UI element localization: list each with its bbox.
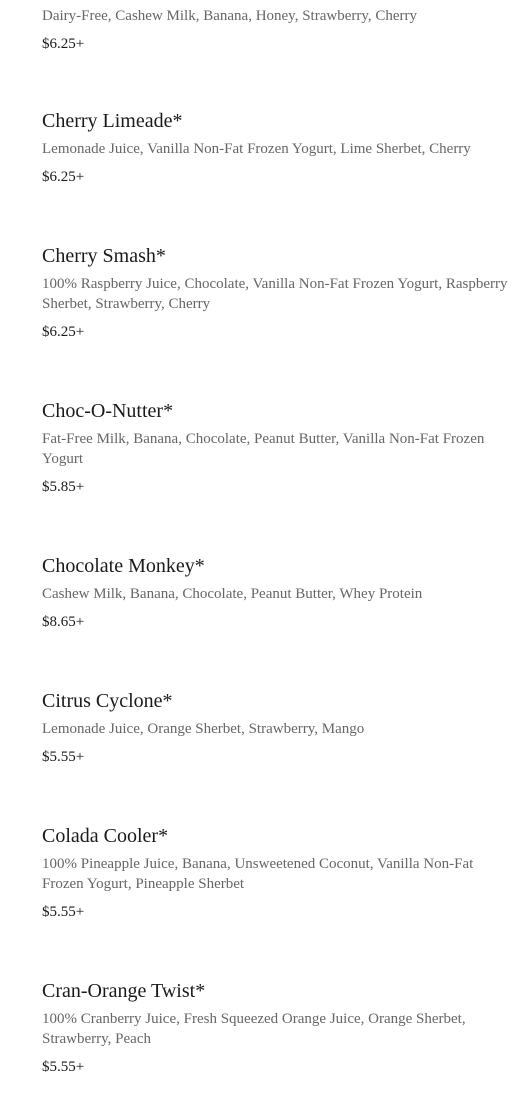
item-name: Colada Cooler* (42, 825, 169, 847)
item-name: Cherry Limeade* (42, 110, 183, 132)
item-description: Lemonade Juice, Orange Sherbet, Strawberry, Mango (42, 721, 365, 737)
item-name: Citrus Cyclone* (42, 690, 173, 712)
item-description: 100% Raspberry Juice, Chocolate, Vanilla Non-Fat Frozen Yogurt, Raspberry Sherbet, Strawberry, Cherry (42, 276, 508, 312)
item-name: Choc-O-Nutter* (42, 400, 174, 422)
item-description: 100% Pineapple Juice, Banana, Unsweetened Coconut, Vanilla Non-Fat Frozen Yogurt, Pineapple Sherbet (42, 856, 474, 892)
menu-item[interactable] (42, 824, 512, 922)
menu-item[interactable] (42, 6, 512, 54)
item-price: $6.25+ (42, 169, 85, 185)
menu-item[interactable] (42, 399, 512, 497)
item-price: $6.25+ (42, 36, 85, 52)
item-price: $5.55+ (42, 749, 85, 765)
menu-item[interactable] (42, 979, 512, 1077)
item-price: $5.55+ (42, 904, 85, 920)
item-name: Cran-Orange Twist* (42, 980, 206, 1002)
item-price: $5.85+ (42, 479, 85, 495)
item-description: Cashew Milk, Banana, Chocolate, Peanut Butter, Whey Protein (42, 586, 423, 602)
item-description: Dairy-Free, Cashew Milk, Banana, Honey, Strawberry, Cherry (42, 8, 418, 24)
item-price: $8.65+ (42, 614, 85, 630)
item-description: Lemonade Juice, Vanilla Non-Fat Frozen Yogurt, Lime Sherbet, Cherry (42, 141, 471, 157)
item-price: $5.55+ (42, 1059, 85, 1075)
item-name: Cherry Smash* (42, 245, 166, 267)
menu-item[interactable] (42, 244, 512, 342)
menu-item[interactable] (42, 109, 512, 187)
item-name: Chocolate Monkey* (42, 555, 205, 577)
item-price: $6.25+ (42, 324, 85, 340)
menu-item[interactable] (42, 689, 512, 767)
item-description: Fat-Free Milk, Banana, Chocolate, Peanut Butter, Vanilla Non-Fat Frozen Yogurt (42, 431, 485, 467)
item-description: 100% Cranberry Juice, Fresh Squeezed Orange Juice, Orange Sherbet, Strawberry, Peach (42, 1011, 466, 1047)
menu-item[interactable] (42, 554, 512, 632)
